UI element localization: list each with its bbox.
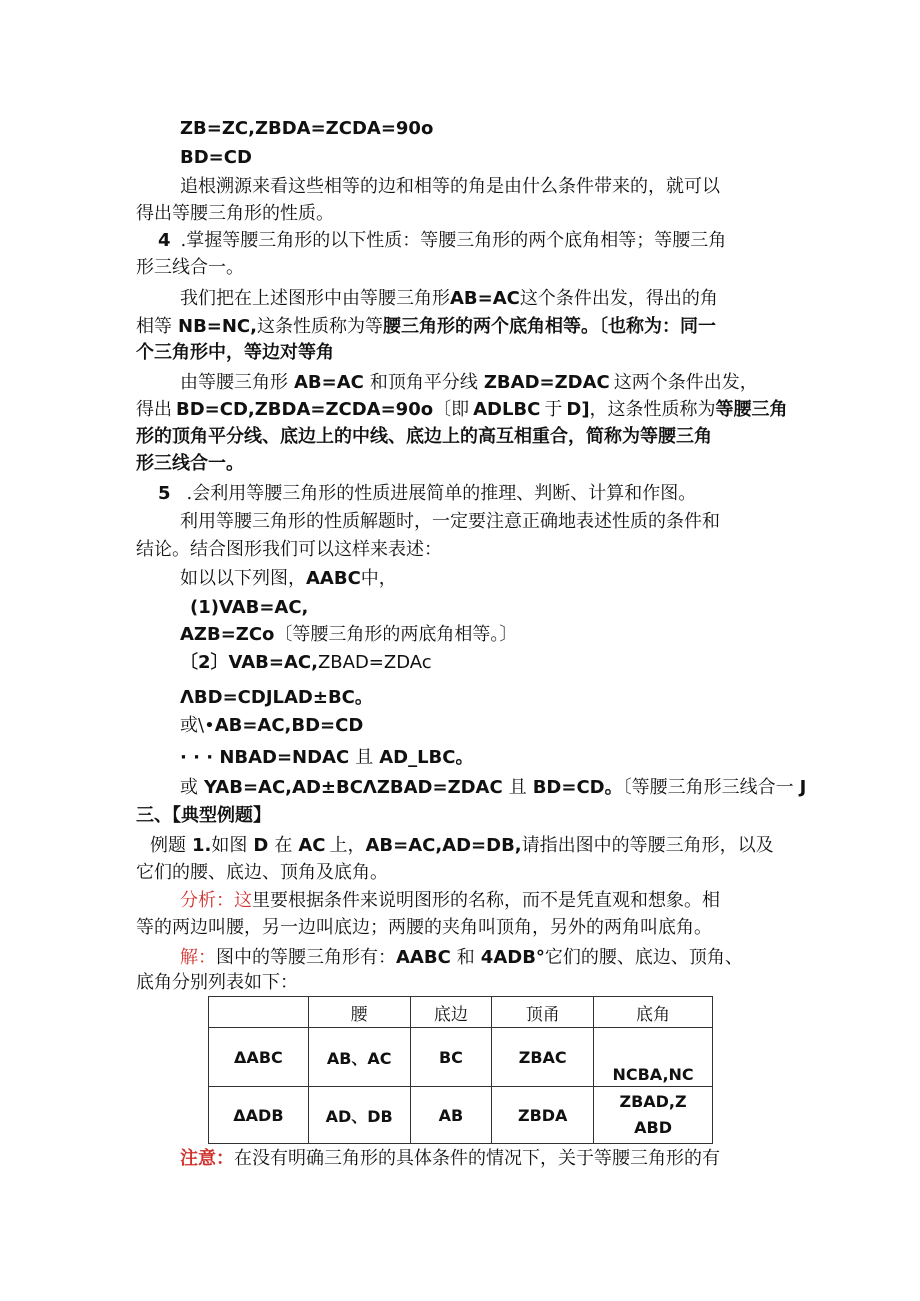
analysis-line-1 <box>180 888 720 914</box>
analysis-line-2: 等的两边叫腰，另一边叫底边；两腰的夹角叫顶角，另外的两角叫底角。 <box>136 917 712 938</box>
text-line-11 <box>136 397 788 423</box>
table-cell: ΔADB <box>209 1087 309 1144</box>
text-line-20 <box>180 650 432 676</box>
math: AB=AC,BD=CD <box>214 715 364 736</box>
text: 或 <box>180 777 198 798</box>
solution-line-1 <box>180 945 743 971</box>
math: 〔2〕VAB=AC, <box>180 652 318 673</box>
text-line-10 <box>180 370 758 396</box>
math: AABC <box>306 568 361 589</box>
math: D] <box>566 399 590 420</box>
table-cell: ZBDA <box>492 1087 594 1144</box>
item-text: .掌握等腰三角形的以下性质：等腰三角形的两个底角相等；等腰三角 <box>180 230 727 251</box>
table-cell: AB <box>410 1087 492 1144</box>
text: 例题 <box>150 835 186 856</box>
note-label: 注意： <box>180 1148 234 1169</box>
table-header: 底边 <box>410 997 492 1028</box>
text-line-6: 形三线合一。 <box>136 257 244 278</box>
isosceles-table <box>208 996 713 1144</box>
solution-line-2: 底角分别列表如下： <box>136 972 298 993</box>
math: · · · NBAD=NDAC <box>180 747 350 768</box>
table-cell: AB、AC <box>308 1028 410 1087</box>
text: 图中的等腰三角形有： <box>216 947 396 968</box>
text-line-9: 个三角形中，等边对等角 <box>136 342 334 363</box>
table-cell: BC <box>410 1028 492 1087</box>
table-cell: ZBAC <box>492 1028 594 1087</box>
text: 且 <box>508 777 527 798</box>
text: 如图 <box>211 835 248 856</box>
text: 如以以下列图， <box>180 568 306 589</box>
eq-line-2: BD=CD <box>180 147 252 168</box>
example-line-2: 它们的腰、底边、顶角及底角。 <box>136 862 388 883</box>
math: AB=AC,AD=DB, <box>365 835 522 856</box>
text: 和 <box>456 947 475 968</box>
eq-line-21: ΛBD=CDJLAD±BC。 <box>180 687 373 708</box>
table-cell <box>594 1087 713 1144</box>
text: 请指出图中的等腰三角形，以及 <box>521 835 774 856</box>
text-line-4: 得出等腰三角形的性质。 <box>136 203 334 224</box>
math: 1. <box>192 835 212 856</box>
text: ，这条性质称为 <box>589 399 716 420</box>
property-4 <box>158 228 726 254</box>
emphasis: 等腰三角 <box>715 399 788 420</box>
text-line-22 <box>180 713 363 739</box>
text-line-16: 结论。结合图形我们可以这样来表述： <box>136 539 442 560</box>
emphasis: 腰三角形的两个底角相等。〔也称为：同一 <box>382 316 716 337</box>
item-number: 4 <box>158 230 171 251</box>
text: 我们把在上述图形中由等腰三角形 <box>180 288 450 309</box>
property-5 <box>158 481 696 507</box>
math: AABC <box>396 947 451 968</box>
text: 〔即 <box>433 399 470 420</box>
table-header: 顶甬 <box>492 997 594 1028</box>
text: 它们的腰、底边、顶角、 <box>544 947 743 968</box>
text: 上， <box>329 835 366 856</box>
table-header: 腰 <box>308 997 410 1028</box>
text-line-15: 利用等腰三角形的性质解题时，一定要注意正确地表述性质的条件和 <box>180 511 720 532</box>
math: AB=AC <box>294 372 364 393</box>
table-cell-line: ABD <box>634 1118 672 1137</box>
eq-line-1: ZB=ZC,ZBDA=ZCDA=90o <box>180 118 434 139</box>
text-line-17 <box>180 566 397 592</box>
table-header-row <box>209 997 713 1028</box>
note-line <box>180 1146 720 1172</box>
math: AB=AC <box>450 288 520 309</box>
text: 由等腰三角形 <box>180 372 288 393</box>
text-line-8 <box>136 314 716 340</box>
text: 这条性质称为等 <box>256 316 383 337</box>
text-line-13: 形三线合一。 <box>136 453 244 474</box>
math: YAB=AC,AD±BCΛZBAD=ZDAC <box>204 777 503 798</box>
section-heading: 三、【典型例题】 <box>136 805 271 826</box>
table-row <box>209 1028 713 1087</box>
item-number: 5 <box>158 483 171 504</box>
text-line-19 <box>180 622 517 648</box>
text: 且 <box>355 747 374 768</box>
text: 这两个条件出发， <box>613 372 758 393</box>
table-cell: NCBA,NC <box>594 1028 713 1087</box>
example-line-1 <box>150 833 774 859</box>
text: 〔等腰三角形三线合一 <box>622 777 794 798</box>
text: 于 <box>544 399 563 420</box>
math: D <box>253 835 269 856</box>
math: AZB=ZCo <box>180 624 275 645</box>
text: 中， <box>360 568 397 589</box>
math: J <box>799 777 807 798</box>
table-row <box>209 1087 713 1144</box>
text: 在 <box>274 835 293 856</box>
text-line-23 <box>180 745 473 771</box>
text: 在没有明确三角形的具体条件的情况下，关于等腰三角形的有 <box>234 1148 720 1169</box>
math: 4ADB° <box>480 947 545 968</box>
text: 或\• <box>180 715 215 736</box>
math: BD=CD,ZBDA=ZCDA=90o <box>176 399 434 420</box>
solution-label: 解： <box>180 947 216 968</box>
text: 里要根据条件来说明图形的名称，而不是凭直观和想象。相 <box>252 890 720 911</box>
math: BD=CD。 <box>532 777 623 798</box>
item-text: .会利用等腰三角形的性质进展简单的推理、判断、计算和作图。 <box>186 483 697 504</box>
text-line-7 <box>180 286 718 312</box>
math: ADLBC <box>473 399 541 420</box>
math: AD_LBC。 <box>379 747 474 768</box>
table-header: 底角 <box>594 997 713 1028</box>
analysis-label: 分析：这 <box>180 890 252 911</box>
text: 得出 <box>136 399 172 420</box>
table-cell-line: ZBAD,Z <box>619 1092 687 1111</box>
math: ZBAD=ZDAC <box>483 372 610 393</box>
math: NB=NC, <box>178 316 257 337</box>
table-header <box>209 997 309 1028</box>
text: 和顶角平分线 <box>369 372 478 393</box>
math: AC <box>298 835 326 856</box>
table-cell: ΔABC <box>209 1028 309 1087</box>
eq-line-18: (1)VAB=AC, <box>190 597 309 618</box>
table-cell: AD、DB <box>308 1087 410 1144</box>
text: 〔等腰三角形的两底角相等。〕 <box>274 624 518 645</box>
text-line-3: 追根溯源来看这些相等的边和相等的角是由什么条件带来的，就可以 <box>180 176 720 197</box>
text: 这个条件出发，得出的角 <box>519 288 718 309</box>
math: ZBAD=ZDAc <box>317 652 432 673</box>
text: 相等 <box>136 316 172 337</box>
text-line-12: 形的顶角平分线、底边上的中线、底边上的高互相重合，简称为等腰三角 <box>136 426 712 447</box>
text-line-24 <box>180 775 806 801</box>
